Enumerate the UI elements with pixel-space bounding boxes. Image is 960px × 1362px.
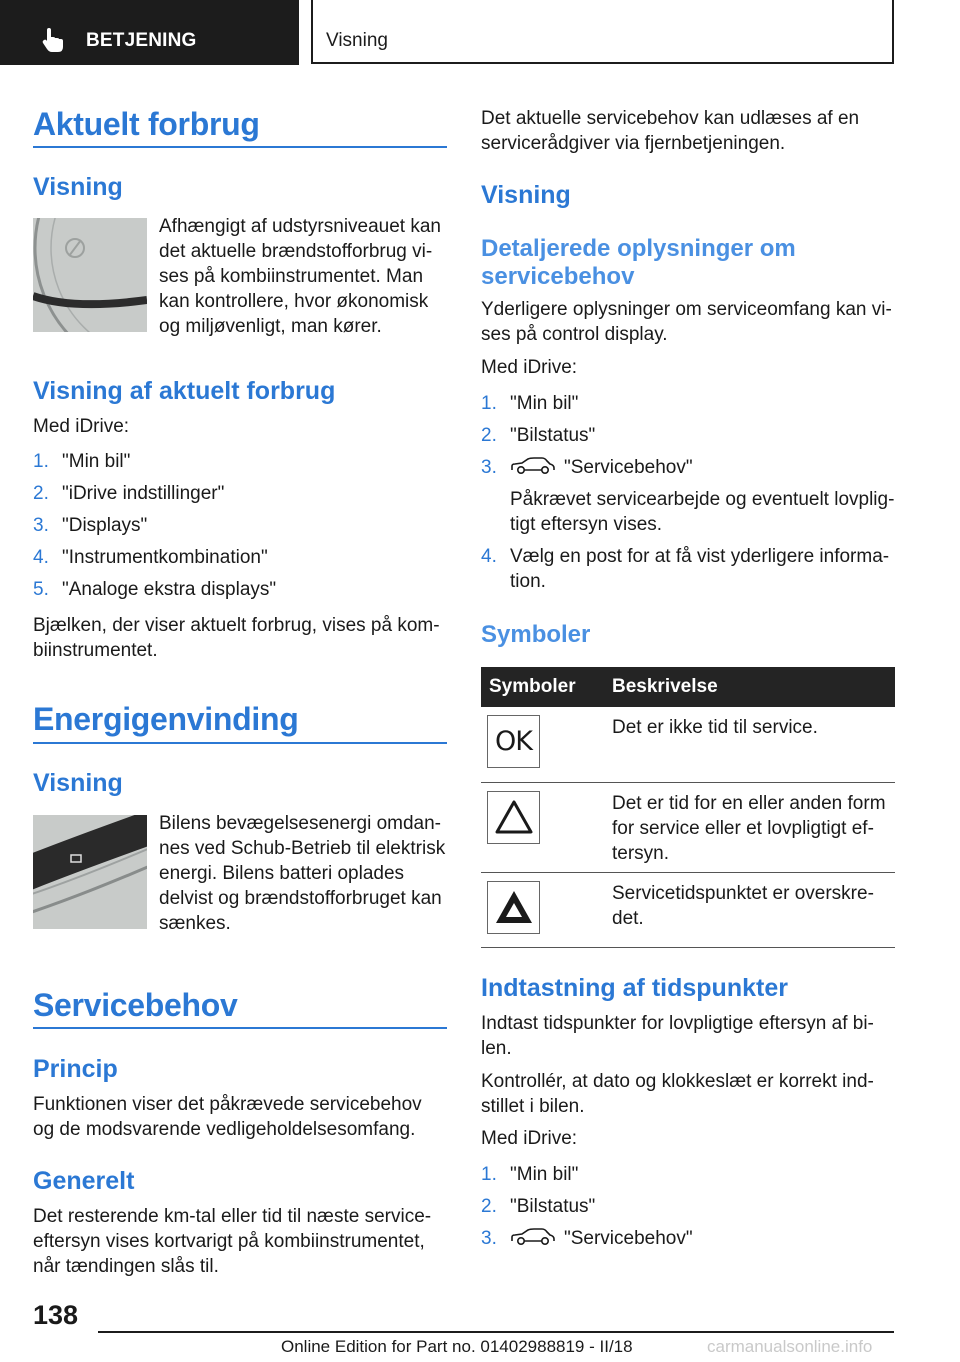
heading-aktuelt-forbrug: Aktuelt forbrug xyxy=(33,106,260,142)
list-item: 4. "Instrumentkombination" xyxy=(33,547,268,568)
table-cell-desc: Servicetidspunktet er overskredet. xyxy=(604,872,895,947)
list-item: 5. "Analoge ekstra displays" xyxy=(33,579,277,600)
kontroller-text: Kontrollér, at dato og klokkeslæt er korrekt indstillet i bilen. xyxy=(481,1071,874,1117)
steps-list-right-2 xyxy=(481,1159,895,1255)
intro-text: Det aktuelle servicebehov kan udlæses af en servicerådgiver via fjernbetjeningen. xyxy=(481,108,860,154)
indtast-text: Indtast tidspunkter for lovpligtige eftersyn af bilen. xyxy=(481,1013,874,1059)
list-item: 3. "Displays" xyxy=(33,515,148,536)
symbol-table xyxy=(481,667,895,948)
footer-rule xyxy=(98,1331,894,1333)
heading-rule xyxy=(33,146,447,148)
section-label: BETJENING xyxy=(86,30,197,51)
heading-princip: Princip xyxy=(33,1055,118,1083)
heading-rule xyxy=(33,742,447,744)
table-header-row xyxy=(481,667,895,707)
princip-text: Funktionen viser det påkrævede servicebehov og de modsvarende vedligeholdelsesomfang. xyxy=(33,1094,422,1140)
heading-rule xyxy=(33,1027,447,1029)
table-row xyxy=(481,707,895,782)
ok-icon: OK xyxy=(487,715,540,768)
header-title: Visning xyxy=(326,30,388,51)
visning1-text: Afhængigt af udstyrsniveauet kan det aktuelle brændstofforbrug vises på kombiinstrumentet. Man kan kontrollere, hvor økonomisk og miljøvenligt, man kører. xyxy=(159,216,442,337)
table-cell-desc: Det er ikke tid til service. xyxy=(604,707,895,782)
section-tab xyxy=(0,0,299,65)
list-item: 3. "Servicebehov" xyxy=(481,1228,693,1249)
generelt-text: Det resterende km-tal eller tid til næste serviceeftersyn vises kortvarigt på kombiinstrumentet, når tændingen slås til. xyxy=(33,1206,432,1277)
steps-list-left xyxy=(33,446,447,606)
table-row xyxy=(481,782,895,872)
list-item: 2. "Bilstatus" xyxy=(481,1196,596,1217)
heading-symboler: Symboler xyxy=(481,621,591,648)
list-item: 2. "iDrive indstillinger" xyxy=(33,483,225,504)
page-number: 138 xyxy=(33,1300,79,1330)
list-item: 1. "Min bil" xyxy=(481,1164,579,1185)
heading-visning-af-aktuelt-forbrug: Visning af aktuelt forbrug xyxy=(33,377,336,405)
bjaelken-text: Bjælken, der viser aktuelt forbrug, vises på kombiinstrumentet. xyxy=(33,615,440,661)
heading-visning-right: Visning xyxy=(481,181,571,209)
list-item: 4. Vælg en post for at få vist yderligere information. xyxy=(481,546,890,592)
list-item: 2. "Bilstatus" xyxy=(481,425,596,446)
visning2-text: Bilens bevægelsesenergi omdannes ved Schub-Betrieb til elektrisk energi. Bilens batteri oplades delvist og brændstofforbruget kan sænkes. xyxy=(159,813,446,934)
warning-triangle-filled-icon xyxy=(487,881,540,934)
col-header-symboler: Symboler xyxy=(481,667,604,707)
heading-energigenvinding: Energigenvinding xyxy=(33,701,299,737)
header-title-box xyxy=(311,0,894,64)
hand-pointer-icon xyxy=(40,27,68,53)
gauge-energy-image xyxy=(33,815,147,929)
heading-servicebehov: Servicebehov xyxy=(33,987,238,1023)
table-cell-desc: Det er tid for en eller anden form for service eller et lovpligtigt eftersyn. xyxy=(604,782,895,872)
med-idrive-label: Med iDrive: xyxy=(33,416,130,437)
heading-indtastning: Indtastning af tidspunkter xyxy=(481,974,788,1002)
table-row xyxy=(481,872,895,947)
heading-visning-1: Visning xyxy=(33,173,123,201)
footer-edition: Online Edition for Part no. 01402988819 - II/18 xyxy=(281,1337,633,1356)
heading-generelt: Generelt xyxy=(33,1167,135,1195)
col-header-beskrivelse: Beskrivelse xyxy=(604,667,895,707)
med-idrive-label-right: Med iDrive: xyxy=(481,357,578,378)
heading-visning-2: Visning xyxy=(33,769,123,797)
gauge-consumption-image xyxy=(33,218,147,332)
warning-triangle-outline-icon xyxy=(487,791,540,844)
detail-text: Yderligere oplysninger om serviceomfang kan vises på control display. xyxy=(481,299,892,345)
list-item-sub: Påkrævet servicearbejde og eventuelt lovpligtigt eftersyn vises. xyxy=(510,489,895,535)
list-item: 1. "Min bil" xyxy=(33,451,131,472)
list-item: 1. "Min bil" xyxy=(481,393,579,414)
med-idrive-label-right-2: Med iDrive: xyxy=(481,1128,578,1149)
list-item: 3. "Servicebehov" xyxy=(481,457,693,478)
car-icon xyxy=(510,457,556,475)
heading-detaljerede: Detaljerede oplysninger om servicebehov xyxy=(481,235,796,290)
steps-list-right xyxy=(481,388,895,594)
footer-watermark: carmanualsonline.info xyxy=(707,1337,873,1356)
car-icon xyxy=(510,1228,556,1246)
